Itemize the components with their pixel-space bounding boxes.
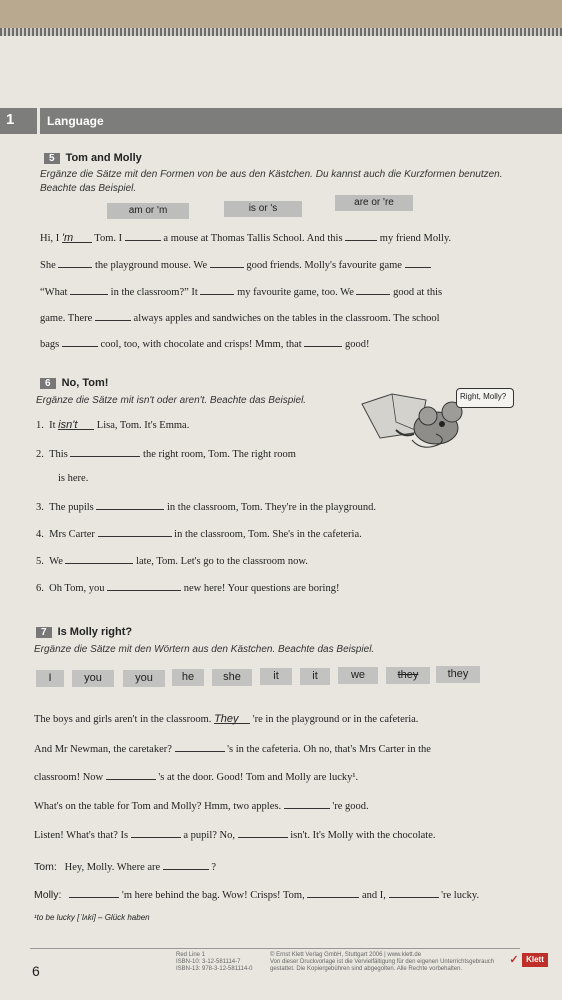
ex7-line-1: The boys and girls aren't in the classroom. They 're in the playground or in the cafeteria. [34,713,419,725]
ex6-item-2-cont: is here. [58,473,89,484]
footer-rule [30,948,520,949]
blank[interactable] [356,284,390,295]
word-box-you: you [72,670,114,687]
ex7-line-4: What's on the table for Tom and Molly? Hmm, two apples. 're good. [34,798,369,812]
exercise-7-instruction: Ergänze die Sätze mit den Wörtern aus den Kästchen. Beachte das Beispiel. [34,644,375,655]
blank[interactable] [69,887,119,898]
exercise-6-number: 6 [40,378,56,389]
exercise-7-number: 7 [36,627,52,638]
footnote: ¹to be lucky [ˈlʌki] – Glück haben [34,913,150,922]
footer-isbn-block: Red Line 1 ISBN-10: 3-12-581114-7 ISBN-13: 978-3-12-581114-0 [176,952,253,972]
page-number: 6 [32,963,40,979]
exercise-6-title: No, Tom! [61,377,109,389]
ex6-item-3: 3. The pupils in the classroom, Tom. They're in the playground. [36,499,376,513]
answer-example: They [214,713,250,724]
blank[interactable] [345,230,377,241]
word-box-they: they [436,666,480,683]
ex5-line-2: She the playground mouse. We good friends. Molly's favourite game [40,257,431,271]
ex6-item-1: 1. It isn't Lisa, Tom. It's Emma. [36,419,190,431]
blank[interactable] [175,741,225,752]
answer-example: 'm [62,232,92,243]
ex7-line-3: classroom! Now 's at the door. Good! Tom and Molly are lucky¹. [34,769,358,783]
exercise-7-title: Is Molly right? [57,626,133,638]
blank[interactable] [96,499,164,510]
klett-logo: Klett [522,953,548,967]
word-box-are: are or 're [335,195,413,211]
binding-edge [0,28,562,36]
exercise-5-instruction: Ergänze die Sätze mit den Formen von be aus den Kästchen. Du kannst auch die Kurzformen benutzen. Beachte das Beispiel. [40,169,503,194]
ex5-line-5: bags cool, too, with chocolate and crisps! Mmm, that good! [40,336,369,350]
blank[interactable] [210,257,244,268]
speech-bubble-text: Right, Molly? [460,392,507,401]
ex7-line-2: And Mr Newman, the caretaker? 's in the cafeteria. Oh no, that's Mrs Carter in the [34,741,431,755]
exercise-5-number: 5 [44,153,60,164]
exercise-5-heading [44,152,142,164]
blank[interactable] [98,526,172,537]
header-divider [37,108,40,134]
blank[interactable] [405,257,431,268]
blank[interactable] [389,887,439,898]
footer-copyright: © Ernst Klett Verlag GmbH, Stuttgart 2006 | www.klett.de Von dieser Druckvorlage ist die Vervielfältigung für den eigenen Unterrichtsgebrauch gestattet. Die Kopiergebühren sind abgegolten. Alle Rechte vorbehalten. [270,952,495,972]
klett-logo-icon: ✓ [507,953,521,967]
ex6-item-5: 5. We late, Tom. Let's go to the classroom now. [36,553,308,567]
ex7-line-5: Listen! What's that? Is a pupil? No, isn't. It's Molly with the chocolate. [34,827,436,841]
ex6-item-2: 2. This the right room, Tom. The right room [36,446,296,460]
word-box-you: you [123,670,165,687]
chapter-number: 1 [6,111,15,128]
word-box-is: is or 's [224,201,302,217]
blank[interactable] [307,887,359,898]
word-box-he: he [172,669,204,686]
blank[interactable] [238,827,288,838]
blank[interactable] [131,827,181,838]
ex7-line-6: Tom: Hey, Molly. Where are ? [34,861,217,873]
ex7-line-7: Molly: 'm here behind the bag. Wow! Crisps! Tom, and I, 're lucky. [34,889,480,901]
blank[interactable] [65,553,133,564]
blank[interactable] [106,769,156,780]
word-box-she: she [212,669,252,686]
ex5-line-1: Hi, I 'm Tom. I a mouse at Thomas Tallis School. And this my friend Molly. [40,232,452,244]
exercise-7-heading [36,626,132,638]
blank[interactable] [70,284,108,295]
ex5-line-3: “What in the classroom?” It my favourite game, too. We good at this [40,284,442,298]
ex6-item-6: 6. Oh Tom, you new here! Your questions are boring! [36,580,339,594]
word-box-it: it [260,668,292,685]
word-box-am: am or 'm [107,203,189,219]
blank[interactable] [200,284,234,295]
chapter-title: Language [47,114,104,128]
word-box-they-used: they [386,667,430,684]
blank[interactable] [304,336,342,347]
word-box-i: I [36,670,64,687]
blank[interactable] [95,310,131,321]
blank[interactable] [125,230,161,241]
exercise-6-heading [40,377,108,389]
exercise-6-instruction: Ergänze die Sätze mit isn't oder aren't. Beachte das Beispiel. [36,395,307,406]
blank[interactable] [163,859,209,870]
ex5-line-4: game. There always apples and sandwiches on the tables in the classroom. The school [40,310,440,324]
ex6-item-4: 4. Mrs Carter in the classroom, Tom. She's in the cafeteria. [36,526,362,540]
answer-example: isn't [58,419,94,430]
word-box-it: it [300,668,330,685]
blank[interactable] [107,580,181,591]
blank[interactable] [58,257,92,268]
blank[interactable] [62,336,98,347]
exercise-5-title: Tom and Molly [65,152,142,164]
word-box-we: we [338,667,378,684]
blank[interactable] [284,798,330,809]
blank[interactable] [70,446,140,457]
